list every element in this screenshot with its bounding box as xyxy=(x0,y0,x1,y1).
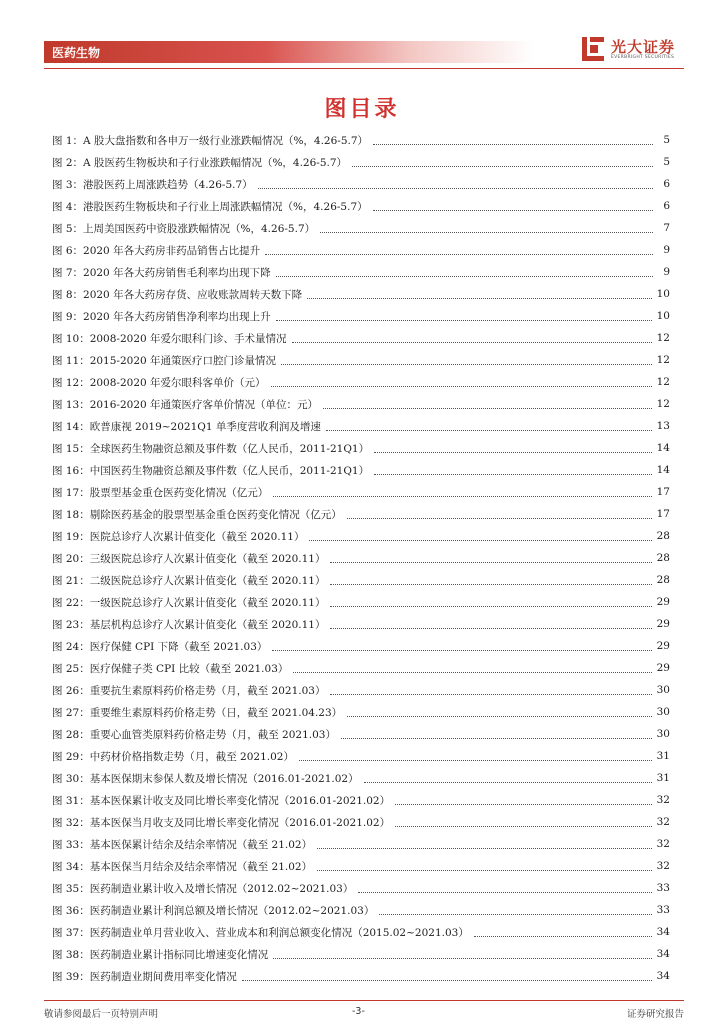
toc-entry-label: 图 25：医疗保健子类 CPI 比较（截至 2021.03） xyxy=(52,662,289,675)
toc-entry[interactable] xyxy=(52,855,670,877)
toc-leader-dots xyxy=(358,891,651,893)
toc-leader-dots xyxy=(309,539,651,541)
toc-entry-label: 图 11：2015-2020 年通策医疗口腔门诊量情况 xyxy=(52,354,277,367)
toc-entry[interactable] xyxy=(52,701,670,723)
toc-entry-label: 图 29：中药材价格指数走势（月，截至 2021.02） xyxy=(52,750,294,763)
toc-leader-dots xyxy=(242,979,652,981)
toc-entry[interactable] xyxy=(52,129,670,151)
toc-leader-dots xyxy=(364,781,652,783)
brand-logo-icon xyxy=(580,35,606,63)
page-title: 图目录 xyxy=(324,97,400,122)
toc-entry-page: 12 xyxy=(656,376,670,388)
brand-name-en: EVERBRIGHT SECURITIES xyxy=(611,55,675,60)
toc-entry-label: 图 13：2016-2020 年通策医疗客单价情况（单位：元） xyxy=(52,398,319,411)
toc-entry-label: 图 38：医药制造业累计指标同比增速变化情况 xyxy=(52,948,269,961)
toc-entry-page: 34 xyxy=(656,970,670,982)
toc-entry-page: 12 xyxy=(656,332,670,344)
toc-entry[interactable] xyxy=(52,789,670,811)
toc-leader-dots xyxy=(273,957,651,959)
toc-entry-page: 31 xyxy=(656,750,670,762)
toc-entry-label: 图 27：重要维生素原料药价格走势（日，截至 2021.04.23） xyxy=(52,706,343,719)
toc-entry-label: 图 18：剔除医药基金的股票型基金重仓医药变化情况（亿元） xyxy=(52,508,342,521)
toc-leader-dots xyxy=(347,715,651,717)
toc-entry-label: 图 1：A 股大盘指数和各申万一级行业涨跌幅情况（%，4.26-5.7） xyxy=(52,134,369,147)
toc-entry[interactable] xyxy=(52,371,670,393)
toc-entry-page: 29 xyxy=(656,596,670,608)
toc-entry[interactable] xyxy=(52,283,670,305)
toc-leader-dots xyxy=(474,935,652,937)
toc-leader-dots xyxy=(374,473,652,475)
toc-entry-page: 28 xyxy=(656,574,670,586)
toc-entry-page: 10 xyxy=(656,310,670,322)
toc-entry[interactable] xyxy=(52,525,670,547)
toc-entry-page: 32 xyxy=(656,794,670,806)
brand-name: 光大证券 xyxy=(611,38,676,56)
toc-entry[interactable] xyxy=(52,393,670,415)
toc-entry[interactable] xyxy=(52,415,670,437)
toc-entry[interactable] xyxy=(52,943,670,965)
toc-entry[interactable] xyxy=(52,173,670,195)
toc-leader-dots xyxy=(276,319,652,321)
toc-entry-page: 6 xyxy=(663,178,670,190)
toc-entry[interactable] xyxy=(52,437,670,459)
brand-logo xyxy=(580,33,690,67)
toc-entry-page: 6 xyxy=(663,200,670,212)
toc-entry[interactable] xyxy=(52,327,670,349)
toc-entry-page: 5 xyxy=(663,134,670,146)
toc-entry-page: 17 xyxy=(656,486,670,498)
toc-leader-dots xyxy=(292,341,652,343)
toc-entry-label: 图 8：2020 年各大药房存货、应收账款周转天数下降 xyxy=(52,288,303,301)
toc-entry[interactable] xyxy=(52,899,670,921)
toc-entry[interactable] xyxy=(52,217,670,239)
toc-entry-label: 图 5：上周美国医药中资股涨跌幅情况（%，4.26-5.7） xyxy=(52,222,316,235)
toc-entry-label: 图 39：医药制造业期间费用率变化情况 xyxy=(52,970,237,983)
toc-leader-dots xyxy=(330,627,651,629)
toc-leader-dots xyxy=(273,495,651,497)
toc-entry-label: 图 37：医药制造业单月营业收入、营业成本和利润总额变化情况（2015.02~2021.03） xyxy=(52,926,469,939)
toc-entry[interactable] xyxy=(52,921,670,943)
toc-entry-page: 14 xyxy=(656,464,670,476)
toc-entry[interactable] xyxy=(52,745,670,767)
toc-entry-label: 图 21：二级医院总诊疗人次累计值变化（截至 2020.11） xyxy=(52,574,326,587)
toc-entry-page: 33 xyxy=(656,882,670,894)
toc-entry[interactable] xyxy=(52,305,670,327)
toc-leader-dots xyxy=(293,671,651,673)
toc-entry-label: 图 33：基本医保累计结余及结余率情况（截至 21.02） xyxy=(52,838,313,851)
toc-entry[interactable] xyxy=(52,503,670,525)
toc-leader-dots xyxy=(330,583,651,585)
toc-leader-dots xyxy=(326,429,652,431)
toc-leader-dots xyxy=(299,759,652,761)
toc-leader-dots xyxy=(317,847,652,849)
toc-leader-dots xyxy=(352,165,653,167)
toc-entry[interactable] xyxy=(52,459,670,481)
toc-leader-dots xyxy=(347,517,652,519)
toc-entry-label: 图 32：基本医保当月收支及同比增长率变化情况（2016.01-2021.02） xyxy=(52,816,391,829)
toc-entry-label: 图 4：港股医药生物板块和子行业上周涨跌幅情况（%，4.26-5.7） xyxy=(52,200,368,213)
toc-entry[interactable] xyxy=(52,151,670,173)
toc-leader-dots xyxy=(317,869,652,871)
toc-entry-page: 28 xyxy=(656,530,670,542)
toc-entry-label: 图 6：2020 年各大药房非药品销售占比提升 xyxy=(52,244,261,257)
toc-list xyxy=(52,129,670,987)
toc-entry[interactable] xyxy=(52,239,670,261)
header-band xyxy=(44,41,534,63)
toc-leader-dots xyxy=(276,275,653,277)
toc-leader-dots xyxy=(373,209,653,211)
toc-entry-label: 图 16：中国医药生物融资总额及事件数（亿人民币，2011-21Q1） xyxy=(52,464,370,477)
toc-entry-label: 图 7：2020 年各大药房销售毛利率均出现下降 xyxy=(52,266,271,279)
toc-entry[interactable] xyxy=(52,635,670,657)
toc-entry-page: 14 xyxy=(656,442,670,454)
toc-leader-dots xyxy=(272,649,651,651)
toc-leader-dots xyxy=(330,561,651,563)
toc-entry-page: 9 xyxy=(663,244,670,256)
toc-entry-label: 图 3：港股医药上周涨跌趋势（4.26-5.7） xyxy=(52,178,253,191)
toc-entry-label: 图 24：医疗保健 CPI 下降（截至 2021.03） xyxy=(52,640,268,653)
toc-leader-dots xyxy=(258,187,653,189)
toc-entry-label: 图 9：2020 年各大药房销售净利率均出现上升 xyxy=(52,310,271,323)
toc-entry-page: 30 xyxy=(656,684,670,696)
toc-entry-page: 12 xyxy=(656,354,670,366)
toc-entry-page: 9 xyxy=(663,266,670,278)
toc-entry-page: 12 xyxy=(656,398,670,410)
toc-leader-dots xyxy=(373,143,653,145)
toc-entry-page: 17 xyxy=(656,508,670,520)
toc-entry-page: 29 xyxy=(656,618,670,630)
toc-entry-page: 7 xyxy=(663,222,670,234)
toc-entry[interactable] xyxy=(52,195,670,217)
toc-entry-label: 图 31：基本医保累计收支及同比增长率变化情况（2016.01-2021.02） xyxy=(52,794,391,807)
toc-entry-page: 32 xyxy=(656,838,670,850)
toc-entry-label: 图 20：三级医院总诊疗人次累计值变化（截至 2020.11） xyxy=(52,552,326,565)
toc-leader-dots xyxy=(330,693,651,695)
toc-leader-dots xyxy=(323,407,652,409)
toc-leader-dots xyxy=(265,253,653,255)
toc-entry[interactable] xyxy=(52,679,670,701)
toc-entry[interactable] xyxy=(52,767,670,789)
footer-report-type: 证券研究报告 xyxy=(626,1009,684,1020)
toc-entry[interactable] xyxy=(52,833,670,855)
toc-entry-page: 29 xyxy=(656,640,670,652)
toc-leader-dots xyxy=(281,363,652,365)
toc-entry[interactable] xyxy=(52,613,670,635)
toc-entry-label: 图 12：2008-2020 年爱尔眼科客单价（元） xyxy=(52,376,266,389)
header-rule xyxy=(44,68,684,69)
toc-entry-page: 13 xyxy=(656,420,670,432)
toc-entry-label: 图 17：股票型基金重仓医药变化情况（亿元） xyxy=(52,486,269,499)
toc-leader-dots xyxy=(307,297,652,299)
toc-entry-label: 图 36：医药制造业累计利润总额及增长情况（2012.02~2021.03） xyxy=(52,904,375,917)
toc-entry-label: 图 30：基本医保期末参保人数及增长情况（2016.01-2021.02） xyxy=(52,772,359,785)
toc-entry[interactable] xyxy=(52,657,670,679)
toc-entry-label: 图 34：基本医保当月结余及结余率情况（截至 21.02） xyxy=(52,860,313,873)
toc-entry[interactable] xyxy=(52,481,670,503)
toc-entry[interactable] xyxy=(52,723,670,745)
page-number: -3- xyxy=(352,1006,365,1017)
toc-entry-page: 30 xyxy=(656,706,670,718)
toc-leader-dots xyxy=(330,605,651,607)
toc-entry-page: 5 xyxy=(663,156,670,168)
toc-entry[interactable] xyxy=(52,547,670,569)
toc-entry[interactable] xyxy=(52,569,670,591)
toc-entry-page: 28 xyxy=(656,552,670,564)
footer-disclaimer: 敬请参阅最后一页特别声明 xyxy=(44,1009,159,1020)
toc-entry-label: 图 26：重要抗生素原料药价格走势（月，截至 2021.03） xyxy=(52,684,326,697)
toc-entry-label: 图 2：A 股医药生物板块和子行业涨跌幅情况（%，4.26-5.7） xyxy=(52,156,348,169)
toc-entry-label: 图 28：重要心血管类原料药价格走势（月，截至 2021.03） xyxy=(52,728,336,741)
toc-leader-dots xyxy=(379,913,651,915)
toc-leader-dots xyxy=(320,231,653,233)
toc-leader-dots xyxy=(374,451,652,453)
toc-leader-dots xyxy=(341,737,652,739)
toc-entry[interactable] xyxy=(52,965,670,987)
toc-entry-page: 10 xyxy=(656,288,670,300)
toc-entry-label: 图 22：一级医院总诊疗人次累计值变化（截至 2020.11） xyxy=(52,596,326,609)
toc-entry-page: 34 xyxy=(656,926,670,938)
toc-entry-page: 32 xyxy=(656,816,670,828)
footer-rule xyxy=(44,1000,684,1001)
toc-leader-dots xyxy=(395,803,652,805)
toc-entry[interactable] xyxy=(52,261,670,283)
toc-entry-label: 图 14：欧普康视 2019~2021Q1 单季度营收利润及增速 xyxy=(52,420,321,433)
section-tag: 医药生物 xyxy=(52,46,101,60)
toc-entry-label: 图 10：2008-2020 年爱尔眼科门诊、手术量情况 xyxy=(52,332,287,345)
toc-entry-label: 图 23：基层机构总诊疗人次累计值变化（截至 2020.11） xyxy=(52,618,326,631)
toc-entry[interactable] xyxy=(52,349,670,371)
toc-entry[interactable] xyxy=(52,591,670,613)
toc-entry[interactable] xyxy=(52,811,670,833)
toc-entry-page: 30 xyxy=(656,728,670,740)
toc-entry-page: 34 xyxy=(656,948,670,960)
toc-entry-label: 图 15：全球医药生物融资总额及事件数（亿人民币，2011-21Q1） xyxy=(52,442,370,455)
toc-entry-label: 图 19：医院总诊疗人次累计值变化（截至 2020.11） xyxy=(52,530,305,543)
toc-entry-page: 29 xyxy=(656,662,670,674)
toc-entry[interactable] xyxy=(52,877,670,899)
toc-entry-label: 图 35：医药制造业累计收入及增长情况（2012.02~2021.03） xyxy=(52,882,354,895)
toc-entry-page: 33 xyxy=(656,904,670,916)
toc-leader-dots xyxy=(395,825,652,827)
toc-entry-page: 32 xyxy=(656,860,670,872)
toc-leader-dots xyxy=(271,385,652,387)
toc-entry-page: 31 xyxy=(656,772,670,784)
